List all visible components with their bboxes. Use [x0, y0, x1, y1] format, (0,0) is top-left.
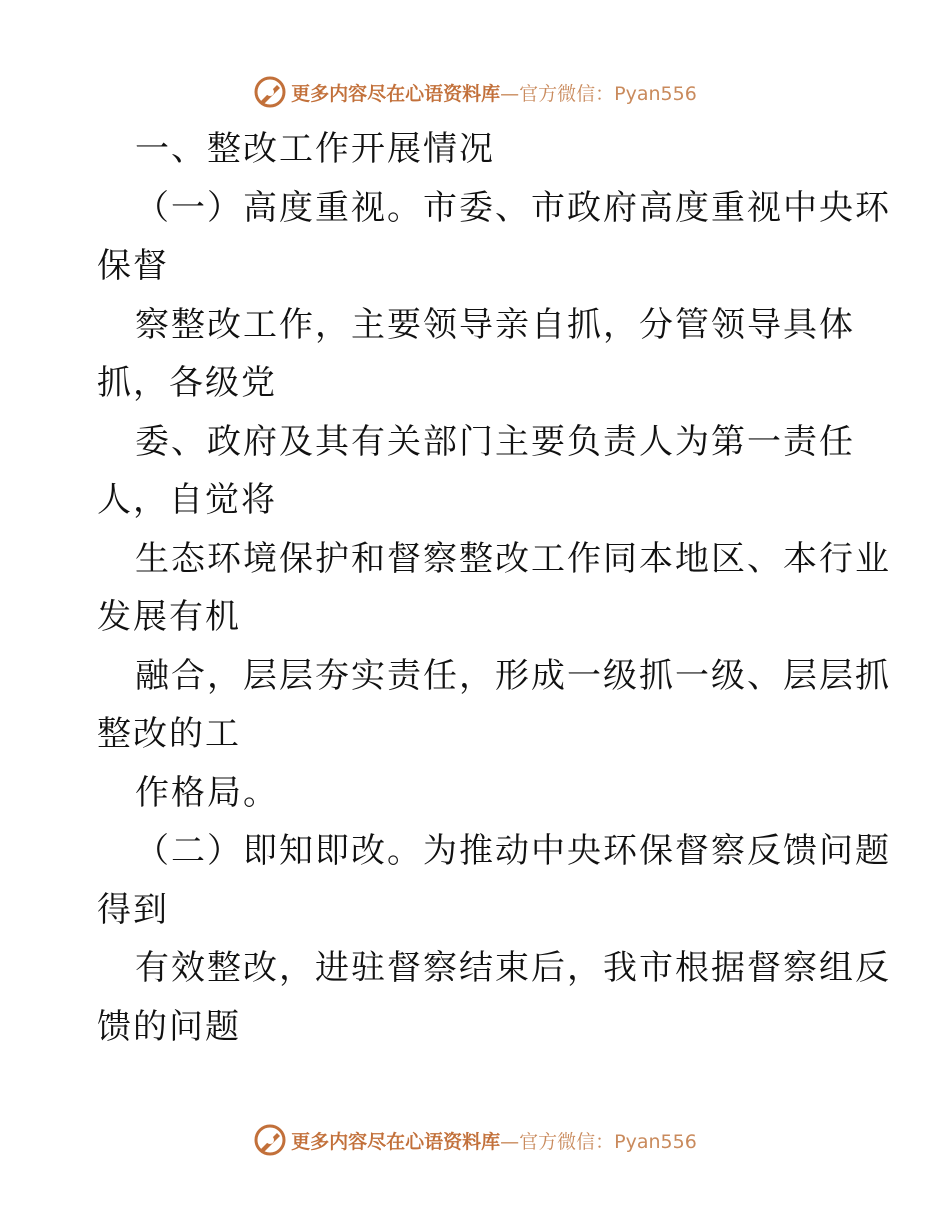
text-line: 馈的问题	[97, 1006, 241, 1047]
text-line: 人，自觉将	[97, 480, 277, 520]
document-body	[97, 120, 891, 1056]
text-line: 抓，各级党	[97, 363, 277, 403]
text-line: （二）即知即改。为推动中央环保督察反馈问题	[135, 831, 891, 871]
watermark-wechat: —官方微信：Pyan556	[500, 82, 697, 105]
watermark-brand: 更多内容尽在心语资料库	[291, 82, 501, 105]
text-line: （一）高度重视。市委、市政府高度重视中央环	[135, 187, 891, 228]
pen-logo-icon	[253, 75, 287, 109]
text-line: 委、政府及其有关部门主要负责人为第一责任	[135, 421, 855, 462]
header-watermark	[0, 72, 950, 112]
text-line: 察整改工作，主要领导亲自抓，分管领导具体	[135, 304, 855, 345]
text-line: 生态环境保护和督察整改工作同本地区、本行业	[135, 538, 891, 579]
text-line: 有效整改，进驻督察结束后，我市根据督察组反	[135, 948, 891, 988]
pen-logo-icon	[253, 1123, 287, 1157]
text-line: 发展有机	[97, 597, 241, 637]
text-line: 融合，层层夯实责任，形成一级抓一级、层层抓	[135, 655, 891, 696]
text-line: 作格局。	[135, 772, 279, 813]
footer-watermark	[0, 1120, 950, 1160]
watermark-wechat: —官方微信：Pyan556	[500, 1130, 697, 1153]
text-line: 一、整改工作开展情况	[135, 129, 495, 169]
text-line: 保督	[97, 246, 169, 286]
watermark-brand: 更多内容尽在心语资料库	[291, 1130, 501, 1153]
text-line: 整改的工	[97, 714, 241, 754]
text-line: 得到	[97, 889, 169, 930]
